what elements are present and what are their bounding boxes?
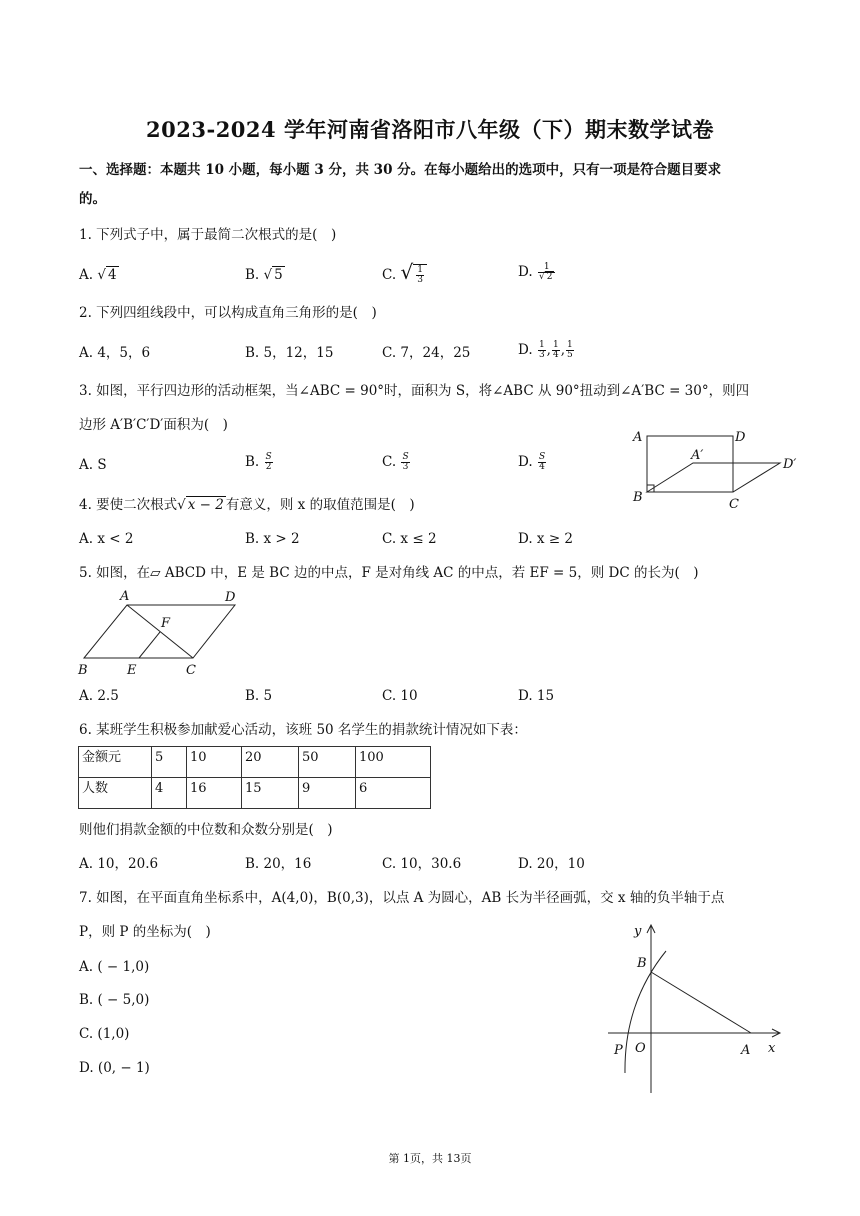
table-cell: 4 [152,778,187,809]
q3-stem-line2: 边形 A′B′C′D′面积为( ) [79,417,228,433]
q4-stem: 4. 要使二次根式√ x − 2 有意义，则 x 的取值范围是( ) [79,497,415,513]
section-header-line1: 一、选择题：本题共 10 小题，每小题 3 分，共 30 分。在每小题给出的选项中，只有一项是符合题目要求 [79,162,722,178]
page-title: 2023-2024 学年河南省洛阳市八年级（下）期末数学试卷 [146,117,714,142]
q5-label-f: F [161,616,171,631]
table-cell: 金额元 [79,747,152,778]
table-row [79,747,431,778]
q3-d-num: S [538,452,546,462]
q4-stem-a: 4. 要使二次根式 [79,497,178,513]
q3-b-den: 2 [265,462,272,472]
q2-stem: 2. 下列四组线段中，可以构成直角三角形的是( ) [79,305,377,321]
q7-option-b: B. ( − 5,0) [79,992,150,1008]
q3-label-a-prime: A′ [691,448,704,463]
q4-option-d: D. x ≥ 2 [518,531,574,547]
q3-label-b: B [633,490,643,505]
q2-d-frac2-num: 1 [552,340,559,350]
q6-option-c: C. 10，30.6 [382,856,462,872]
q2-option-d [518,340,575,360]
q5-stem: 5. 如图，在▱ ABCD 中，E 是 BC 边的中点，F 是对角线 AC 的中点，若 EF = 5，则 DC 的长为( ) [79,565,699,581]
table-cell: 6 [356,778,431,809]
q1-c-label: C. [382,267,401,283]
q3-c-label: C. [382,454,401,470]
q5-option-b: B. 5 [245,688,273,704]
q3-option-c [382,452,411,472]
q7-label-a: A [741,1043,751,1058]
q2-option-b: B. 5，12，15 [245,345,334,361]
q7-label-x: x [768,1041,776,1056]
q6-option-a: A. 10，20.6 [79,856,159,872]
q6-donation-table [78,746,431,809]
q1-a-radicand: 4 [107,267,117,283]
q3-label-a: A [633,430,643,445]
q2-option-c: C. 7，24，25 [382,345,471,361]
q7-option-a: A. ( − 1,0) [79,959,150,975]
q7-stem-line2: P，则 P 的坐标为( ) [79,924,211,940]
table-cell: 9 [299,778,356,809]
q3-b-label: B. [245,454,264,470]
q2-d-frac1-num: 1 [538,340,545,350]
q3-option-a: A. S [79,457,107,473]
q3-stem-line1: 3. 如图，平行四边形的活动框架，当∠ABC = 90°时，面积为 S，将∠ABC 从 90°扭动到∠A′BC = 30°，则四 [79,383,750,399]
q7-option-c: C. (1,0) [79,1026,130,1042]
q7-segment-ab [651,972,751,1033]
q2-d-frac3-num: 1 [567,340,573,350]
table-cell: 10 [187,747,242,778]
q3-label-c: C [729,497,739,512]
table-cell: 人数 [79,778,152,809]
q7-label-o: O [635,1041,646,1056]
q1-option-b: B. √ 5 [245,267,283,283]
q4-option-c: C. x ≤ 2 [382,531,437,547]
q1-option-d: D. $\frac{1}{√ 2}$ [518,262,556,282]
q5-option-c: C. 10 [382,688,418,704]
q3-b-num: S [265,452,272,462]
q5-label-c: C [186,663,196,678]
q7-figure [600,915,790,1100]
q4-option-b: B. x > 2 [245,531,300,547]
q5-figure [75,588,245,680]
q1-d-den: 2 [546,272,553,282]
q7-label-b: B [637,956,647,971]
table-cell: 5 [152,747,187,778]
q4-option-a: A. x < 2 [79,531,134,547]
q3-option-d [518,452,547,472]
q2-d-frac2-den: 4 [552,350,559,360]
q2-d-sep2: , [560,342,565,358]
q7-stem-line1: 7. 如图，在平面直角坐标系中，A(4,0)，B(0,3)，以点 A 为圆心，AB 长为半径画弧，交 x 轴的负半轴于点 [79,890,725,906]
table-cell: 50 [299,747,356,778]
q5-label-e: E [127,663,137,678]
q6-option-b: B. 20，16 [245,856,312,872]
q7-label-p: P [614,1043,623,1058]
q5-option-d: D. 15 [518,688,555,704]
q1-d-label: D. [518,264,537,280]
q3-option-b [245,452,274,472]
q1-option-a: A. √ 4 [79,267,117,283]
q5-diagonal-ac [127,605,193,658]
q3-label-d-prime: D′ [783,457,797,472]
q5-label-d: D [225,590,236,605]
table-cell: 16 [187,778,242,809]
q4-stem-radicand: x − 2 [187,497,224,513]
section-header-line2: 的。 [79,191,106,207]
q6-stem: 6. 某班学生积极参加献爱心活动，该班 50 名学生的捐款统计情况如下表： [79,722,527,738]
q3-parallelogram [647,463,780,492]
q1-a-label: A. [79,267,98,283]
q6-option-d: D. 20，10 [518,856,585,872]
q7-option-d: D. (0, − 1) [79,1060,150,1076]
q2-option-a: A. 4，5，6 [79,345,151,361]
q2-d-label: D. [518,342,537,358]
q3-c-den: 3 [402,462,409,472]
q1-b-radicand: 5 [274,267,283,283]
page-footer: 第 1页，共 13页 [388,1152,472,1165]
q3-d-den: 4 [539,462,545,472]
q1-option-c: C. √ $\frac{1}{3}$ [382,262,427,285]
q2-d-frac1-den: 3 [538,350,545,360]
q5-segment-ef [139,632,160,658]
q7-label-y: y [634,924,642,939]
table-cell: 20 [242,747,299,778]
q3-c-num: S [402,452,409,462]
q1-c-num: 1 [417,265,423,275]
q3-figure [625,420,815,520]
table-row [79,778,431,809]
q1-d-num: 1 [538,263,555,273]
q5-label-b: B [78,663,88,678]
q1-b-label: B. [245,267,264,283]
q2-d-frac3-den: 5 [567,350,573,360]
table-cell: 100 [356,747,431,778]
q1-stem: 1. 下列式子中，属于最简二次根式的是( ) [79,227,337,243]
table-cell: 15 [242,778,299,809]
q3-d-label: D. [518,454,537,470]
q5-option-a: A. 2.5 [79,688,119,704]
q2-d-sep1: , [546,342,551,358]
q3-label-d: D [735,430,746,445]
q1-c-den: 3 [417,275,423,285]
q6-question: 则他们捐款金额的中位数和众数分别是( ) [79,822,333,838]
q5-label-a: A [120,589,130,604]
q4-stem-b: 有意义，则 x 的取值范围是( ) [225,497,415,513]
